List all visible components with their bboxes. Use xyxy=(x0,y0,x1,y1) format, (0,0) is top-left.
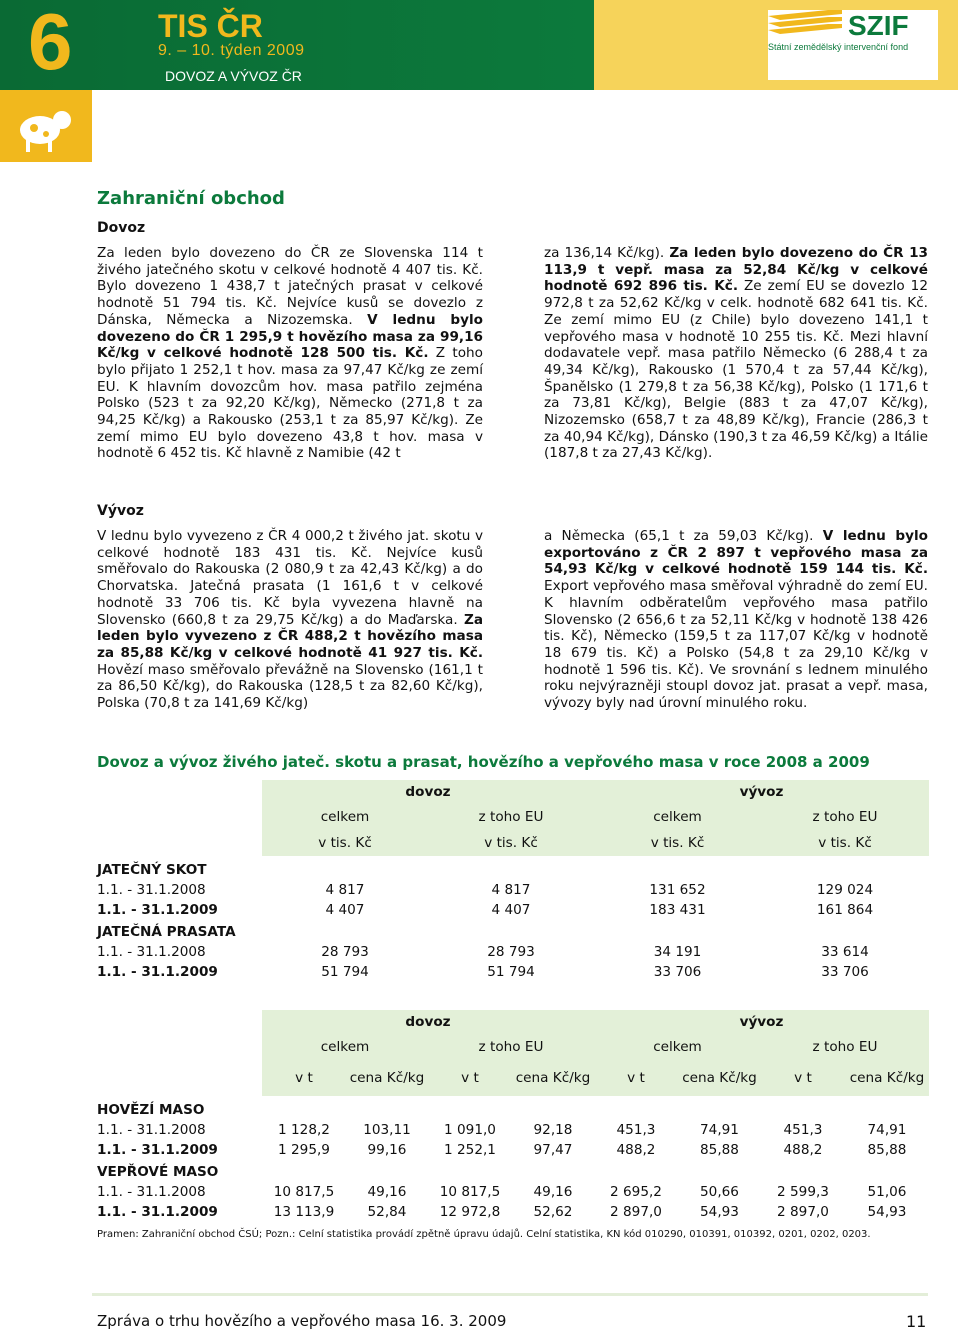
export-heading: Vývoz xyxy=(97,503,144,519)
table1-cell: 33 614 xyxy=(821,944,869,960)
table2-unit: v t xyxy=(761,1060,845,1096)
table1-section-row xyxy=(97,918,929,940)
table1-group-dovoz: dovoz xyxy=(262,780,594,804)
table2-unit: cena Kč/kg xyxy=(845,1060,929,1096)
table1-cell: 4 817 xyxy=(491,882,531,898)
article-heading: Zahraniční obchod xyxy=(97,188,285,209)
table2-row xyxy=(97,1118,929,1138)
table1-section-label: JATEČNÁ PRASATA xyxy=(97,924,236,940)
footer-text: Zpráva o trhu hovězího a vepřového masa 16. 3. 2009 xyxy=(97,1312,507,1330)
table2-period: 1.1. - 31.1.2008 xyxy=(97,1122,206,1138)
table1-row xyxy=(97,960,929,980)
logo-text: SZIF xyxy=(848,10,909,41)
week-label: 9. – 10. týden 2009 xyxy=(158,42,305,59)
table1-cell: 51 794 xyxy=(321,964,369,980)
table1-period: 1.1. - 31.1.2008 xyxy=(97,882,206,898)
table1-group-vyvoz: vývoz xyxy=(594,780,929,804)
table2-unit: cena Kč/kg xyxy=(512,1060,594,1096)
table2-unit: cena Kč/kg xyxy=(678,1060,761,1096)
publication-title: TIS ČR xyxy=(158,8,263,44)
table2-cell: 54,93 xyxy=(867,1204,907,1220)
table2-cell: 451,3 xyxy=(616,1122,656,1138)
table2-cell: 99,16 xyxy=(367,1142,407,1158)
table1-col-header: z toho EU xyxy=(761,804,929,830)
table1-section-label: JATEČNÝ SKOT xyxy=(97,862,207,878)
table2-row xyxy=(97,1200,929,1220)
page-number: 11 xyxy=(906,1312,927,1331)
table2-cell: 488,2 xyxy=(783,1142,823,1158)
table2-cell: 2 695,2 xyxy=(610,1184,662,1200)
table2-period: 1.1. - 31.1.2008 xyxy=(97,1184,206,1200)
export-text-left: V lednu bylo vyvezeno z ČR 4 000,2 t živého jat. skotu v celkové hodnotě 183 431 tis. Kč. Nejvíce kusů směřovalo do Rakouska (2 080,9 t za 42,43 Kč/kg) a do Chorvatska. Jatečná prasata (1 161,6 t v celkové hodnotě 33 706 tis. Kč byla vyvezena hlavně na Slovensko (660,8 t za 29,75 Kč/kg) a do Maďarska. Za leden bylo vyvezeno z ČR 488,2 t hovězího masa za 85,88 Kč/kg v celkové hodnotě 41 927 tis. Kč. Hovězí maso směřovalo převážně na Slovensko (161,1 t za 86,50 Kč/kg), do Rakouska (128,5 t za 82,60 Kč/kg), Polska (70,8 t za 141,69 Kč/kg) xyxy=(97,528,483,712)
table2-cell: 13 113,9 xyxy=(273,1204,335,1220)
table2-cell: 2 897,0 xyxy=(777,1204,829,1220)
table1-period: 1.1. - 31.1.2009 xyxy=(97,964,218,980)
table2-cell: 488,2 xyxy=(616,1142,656,1158)
table1-unit: v tis. Kč xyxy=(262,830,428,856)
table2-cell: 10 817,5 xyxy=(439,1184,501,1200)
table1-cell: 161 864 xyxy=(816,902,874,918)
table2-row xyxy=(97,1180,929,1200)
table2-cell: 1 091,0 xyxy=(444,1122,496,1138)
table2-cell: 10 817,5 xyxy=(273,1184,335,1200)
table1-cell: 51 794 xyxy=(487,964,535,980)
table2-cell: 1 128,2 xyxy=(278,1122,330,1138)
table1-cell: 129 024 xyxy=(816,882,874,898)
szif-logo xyxy=(768,10,938,80)
table2-cell: 103,11 xyxy=(363,1122,411,1138)
cow-panel xyxy=(0,90,92,162)
table2-cell: 50,66 xyxy=(700,1184,739,1200)
table2-group-vyvoz: vývoz xyxy=(594,1010,929,1034)
table2-cell: 97,47 xyxy=(533,1142,573,1158)
table1-unit: v tis. Kč xyxy=(428,830,594,856)
table1-title: Dovoz a vývoz živého jateč. skotu a prasat, hovězího a vepřového masa v roce 2008 a 2009 xyxy=(97,753,870,771)
table2-cell: 52,84 xyxy=(367,1204,407,1220)
table2-section-row xyxy=(97,1096,929,1118)
table1-cell: 34 191 xyxy=(653,944,702,960)
table2-unit: v t xyxy=(428,1060,512,1096)
table2-col-header: celkem xyxy=(262,1034,428,1060)
logo-subtitle: Státní zemědělský intervenční fond xyxy=(768,42,909,52)
table2-col-header: z toho EU xyxy=(428,1034,594,1060)
table2-cell: 54,93 xyxy=(700,1204,739,1220)
table1-cell: 4 407 xyxy=(491,902,531,918)
table2-unit: v t xyxy=(594,1060,678,1096)
table2-group-dovoz: dovoz xyxy=(262,1010,594,1034)
table2-cell: 1 252,1 xyxy=(444,1142,496,1158)
table2-cell: 49,16 xyxy=(367,1184,407,1200)
table2-cell: 85,88 xyxy=(867,1142,907,1158)
table1-cell: 33 706 xyxy=(653,964,702,980)
table1-row xyxy=(97,878,929,898)
export-text-right: a Německa (65,1 t za 59,03 Kč/kg). V lednu bylo exportováno z ČR 2 897 t vepřového masa za 54,93 Kč/kg v celkové hodnotě 159 144 tis. Kč. Export vepřového masa směřoval výhradně do zemí EU. K hlavním odběratelům vepřového masa patřilo Slovensko (2 656,6 t za 52,11 Kč/kg v hodnotě 138 426 tis. Kč), Německo (159,5 t za 117,07 Kč/kg v hodnotě 18 679 tis. Kč) a Polsko (54,8 t za 29,10 Kč/kg v hodnotě 1 596 tis. Kč). Ve srovnání s lednem minulého roku nejvýrazněji stoupl dovoz jat. prasat a vepř. masa, vývozy byly nad úrovní minulého roku. xyxy=(544,528,929,712)
table2-section-label: VEPŘOVÉ MASO xyxy=(97,1164,219,1180)
table1-unit: v tis. Kč xyxy=(761,830,929,856)
import-text-right: za 136,14 Kč/kg). Za leden bylo dovezeno do ČR 13 113,9 t vepř. masa za 52,84 Kč/kg v celkové hodnotě 692 896 tis. Kč. Ze zemí EU se dovezlo 12 972,8 t za 52,62 Kč/kg v celk. hodnotě 682 641 tis. Kč. Ze zemí mimo EU (z Chile) bylo dovezeno 141,1 t vepřového masa v hodnotě 10 255 tis. Kč. Mezi hlavní dodavatele vepř. masa patřilo Německo (6 288,4 t za 49,34 Kč/kg), Rakousko (1 570,4 t za 57,44 Kč/kg), Španělsko (1 279,8 t za 56,38 Kč/kg), Polsko (1 171,6 t za 73,81 Kč/kg), Belgie (883 t za 47,07 Kč/kg), Nizozemsko (658,7 t za 48,89 Kč/kg), Francie (286,3 t za 40,94 Kč/kg), Dánsko (190,3 t za 46,59 Kč/kg) a Itálie (187,8 t za 27,43 Kč/kg). xyxy=(544,245,928,462)
page-header xyxy=(0,0,960,93)
table1-cell: 4 407 xyxy=(325,902,365,918)
table1-unit: v tis. Kč xyxy=(594,830,761,856)
table1-period: 1.1. - 31.1.2009 xyxy=(97,902,218,918)
table2-unit: v t xyxy=(262,1060,346,1096)
table2-cell: 85,88 xyxy=(700,1142,739,1158)
table2-row xyxy=(97,1138,929,1158)
table2-period: 1.1. - 31.1.2009 xyxy=(97,1142,218,1158)
table1-cell: 28 793 xyxy=(321,944,369,960)
table1-cell: 183 431 xyxy=(649,902,706,918)
issue-number: 6 xyxy=(28,0,73,86)
table2-cell: 74,91 xyxy=(700,1122,739,1138)
table1-cell: 4 817 xyxy=(325,882,365,898)
table1-cell: 28 793 xyxy=(487,944,535,960)
table2-cell: 2 599,3 xyxy=(777,1184,829,1200)
table2-cell: 2 897,0 xyxy=(610,1204,662,1220)
import-heading: Dovoz xyxy=(97,220,146,236)
table1 xyxy=(97,780,929,980)
table2-cell: 92,18 xyxy=(533,1122,573,1138)
table1-cell: 33 706 xyxy=(821,964,869,980)
table2-cell: 49,16 xyxy=(533,1184,573,1200)
szif-stripes-icon xyxy=(768,10,842,38)
table1-col-header: celkem xyxy=(594,804,761,830)
table2-cell: 451,3 xyxy=(783,1122,823,1138)
source-note: Pramen: Zahraniční obchod ČSÚ; Pozn.: Celní statistika provádí zpětně úpravu údajů. Celní statistika, KN kód 010290, 010391, 010392, 0201, 0202, 0203. xyxy=(97,1229,871,1240)
table1-row xyxy=(97,940,929,960)
table1-row xyxy=(97,898,929,918)
table2-cell: 51,06 xyxy=(867,1184,907,1200)
cow-icon xyxy=(10,96,82,156)
table2-cell: 12 972,8 xyxy=(439,1204,501,1220)
table2-col-header: z toho EU xyxy=(761,1034,929,1060)
table2-cell: 74,91 xyxy=(867,1122,907,1138)
table2-period: 1.1. - 31.1.2009 xyxy=(97,1204,218,1220)
import-text-left: Za leden bylo dovezeno do ČR ze Slovenska 114 t živého jatečného skotu v celkové hodnotě 4 407 tis. Kč. Bylo dovezeno 1 438,7 t jatečných prasat v celkové hodnotě 51 794 tis. Kč. Nejvíce kusů se dovezlo z Dánska, Německa a Nizozemska. V lednu bylo dovezeno do ČR 1 295,9 t hovězího masa za 99,16 Kč/kg v celkové hodnotě 128 500 tis. Kč. Z toho bylo přijato 1 252,1 t hov. masa za 97,47 Kč/kg ze zemí EU. K hlavním dovozcům hov. masa patřilo zejména Polsko (523 t za 92,20 Kč/kg), Německo (271,8 t za 94,25 Kč/kg) a Rakousko (253,1 t za 85,97 Kč/kg). Ze zemí mimo EU bylo dovezeno 43,8 t hov. masa v hodnotě 6 452 tis. Kč hlavně z Namibie (42 t xyxy=(97,245,483,462)
table1-col-header: z toho EU xyxy=(428,804,594,830)
table1-period: 1.1. - 31.1.2008 xyxy=(97,944,206,960)
table2-section-label: HOVĚZÍ MASO xyxy=(97,1102,205,1118)
section-title: DOVOZ A VÝVOZ ČR xyxy=(165,68,302,84)
table2 xyxy=(97,1010,929,1220)
table1-section-row xyxy=(97,856,929,878)
table2-cell: 52,62 xyxy=(533,1204,573,1220)
table1-cell: 131 652 xyxy=(649,882,706,898)
footer-divider xyxy=(92,1293,928,1296)
table2-cell: 1 295,9 xyxy=(278,1142,330,1158)
table1-col-header: celkem xyxy=(262,804,428,830)
table2-unit: cena Kč/kg xyxy=(346,1060,428,1096)
table2-col-header: celkem xyxy=(594,1034,761,1060)
table2-section-row xyxy=(97,1158,929,1180)
